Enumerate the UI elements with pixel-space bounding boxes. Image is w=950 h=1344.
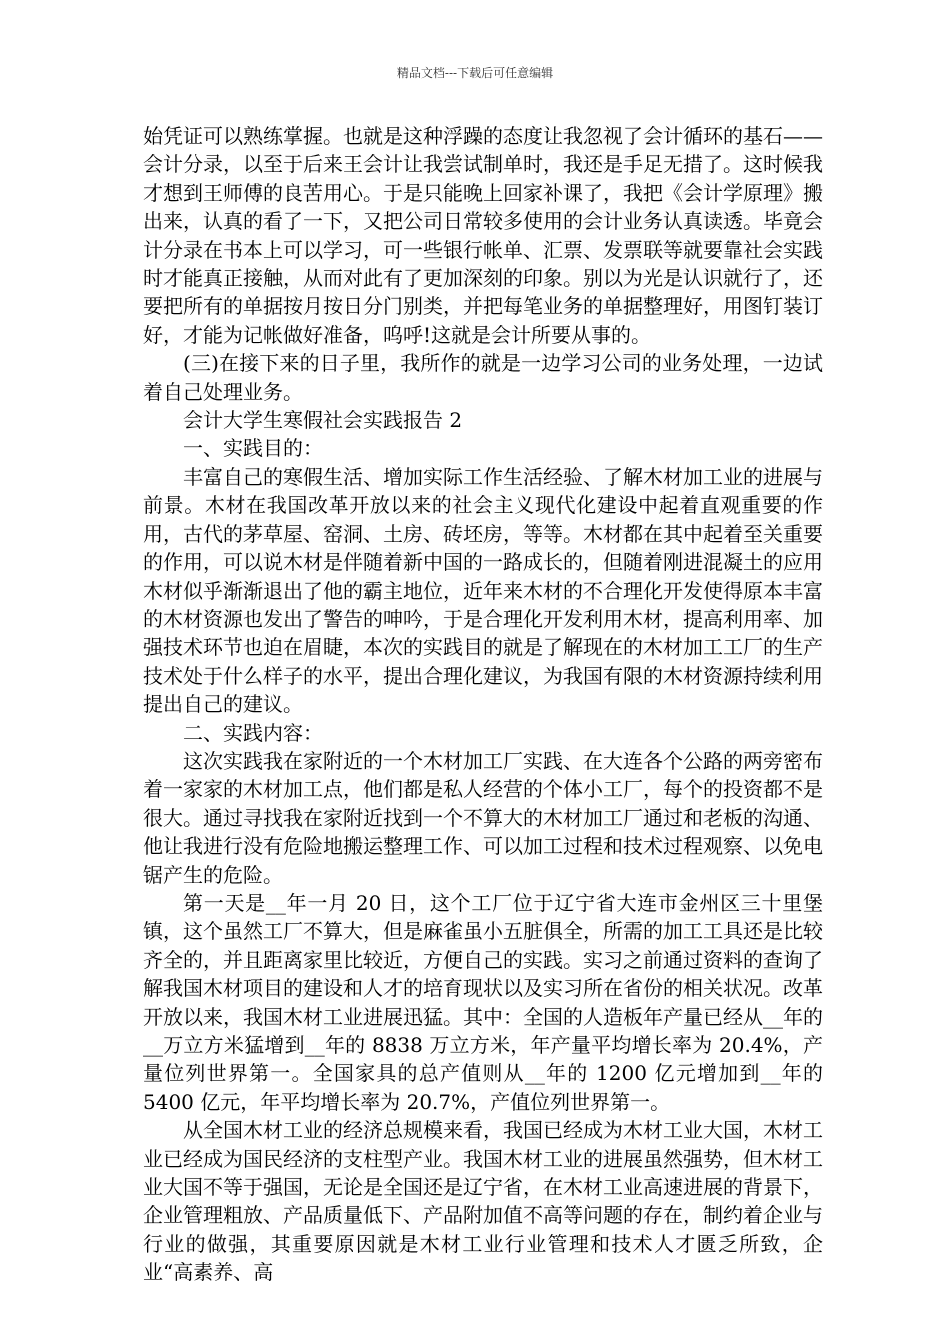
paragraph-continued: 始凭证可以熟练掌握。也就是这种浮躁的态度让我忽视了会计循环的基石——会计分录，以至于后来王会计让我尝试制单时，我还是手足无措了。这时候我才想到王师傅的良苦用心。于是只能晚上回家补课了，我把《会计学原理》搬出来，认真的看了一下，又把公司日常较多使用的会计业务认真读透。毕竟会计分录在书本上可以学习，可一些银行帐单、汇票、发票联等就要靠社会实践时才能真正接触，从而对此有了更加深刻的印象。别以为光是认识就行了，还要把所有的单据按月按日分门别类，并把每笔业务的单据整理好，用图钉装订好，才能为记帐做好准备，呜呼!这就是会计所要从事的。	[143, 124, 823, 347]
paragraph-purpose: 丰富自己的寒假生活、增加实际工作生活经验、了解木材加工业的进展与前景。木材在我国改革开放以来的社会主义现代化建设中起着直观重要的作用，古代的茅草屋、窑洞、土房、砖坯房，等等。木材都在其中起着至关重要的作用，可以说木材是伴随着新中国的一路成长的，但随着刚进混凝土的应用木材似乎渐渐退出了他的霸主地位，近年来木材的不合理化开发使得原本丰富的木材资源也发出了警告的呻吟，于是合理化开发利用木材，提高利用率、加强技术环节也迫在眉睫，本次的实践目的就是了解现在的木材加工工厂的生产技术处于什么样子的水平，提出合理化建议，为我国有限的木材资源持续利用提出自己的建议。	[143, 464, 823, 717]
document-body	[143, 122, 823, 1287]
report-title: 会计大学生寒假社会实践报告 2	[183, 408, 463, 433]
paragraph-first-day: 第一天是__年一月 20 日，这个工厂位于辽宁省大连市金州区三十里堡镇，这个虽然工厂不算大，但是麻雀虽小五脏俱全，所需的加工工具还是比较齐全的，并且距离家里比较近，方便自己的实践。实习之前通过资料的查询了解我国木材项目的建设和人才的培育现状以及实习所在省份的相关状况。改革开放以来，我国木材工业进展迅猛。其中：全国的人造板年产量已经从__年的__万立方米猛增到__年的 8838 万立方米，年产量平均增长率为 20.4%，产量位列世界第一。全国家具的总产值则从__年的 1200 亿元增加到__年的 5400 亿元，年平均增长率为 20.7%，产值位列世界第一。	[143, 890, 823, 1114]
section-heading-purpose: 一、实践目的：	[183, 436, 323, 461]
paragraph-industry: 从全国木材工业的经济总规模来看，我国已经成为木材工业大国，木材工业已经成为国民经济的支柱型产业。我国木材工业的进展虽然强势，但木材工业大国不等于强国，无论是全国还是辽宁省，在木材工业高速进展的背景下，企业管理粗放、产品质量低下、产品附加值不高等问题的存在，制约着企业与行业的做强，其重要原因就是木材工业行业管理和技术人才匮乏所致，企业“高素养、高	[143, 1118, 823, 1285]
paragraph-section-three: (三)在接下来的日子里，我所作的就是一边学习公司的业务处理，一边试着自己处理业务。	[143, 351, 823, 404]
page-header: 精品文档---下载后可任意编辑	[396, 66, 554, 80]
paragraph-content: 这次实践我在家附近的一个木材加工厂实践、在大连各个公路的两旁密布着一家家的木材加工点，他们都是私人经营的个体小工厂，每个的投资都不是很大。通过寻找我在家附近找到一个不算大的木材加工厂通过和老板的沟通、他让我进行没有危险地搬运整理工作、可以加工过程和技术过程观察、以免电锯产生的危险。	[143, 748, 823, 887]
section-heading-content: 二、实践内容：	[183, 720, 323, 745]
